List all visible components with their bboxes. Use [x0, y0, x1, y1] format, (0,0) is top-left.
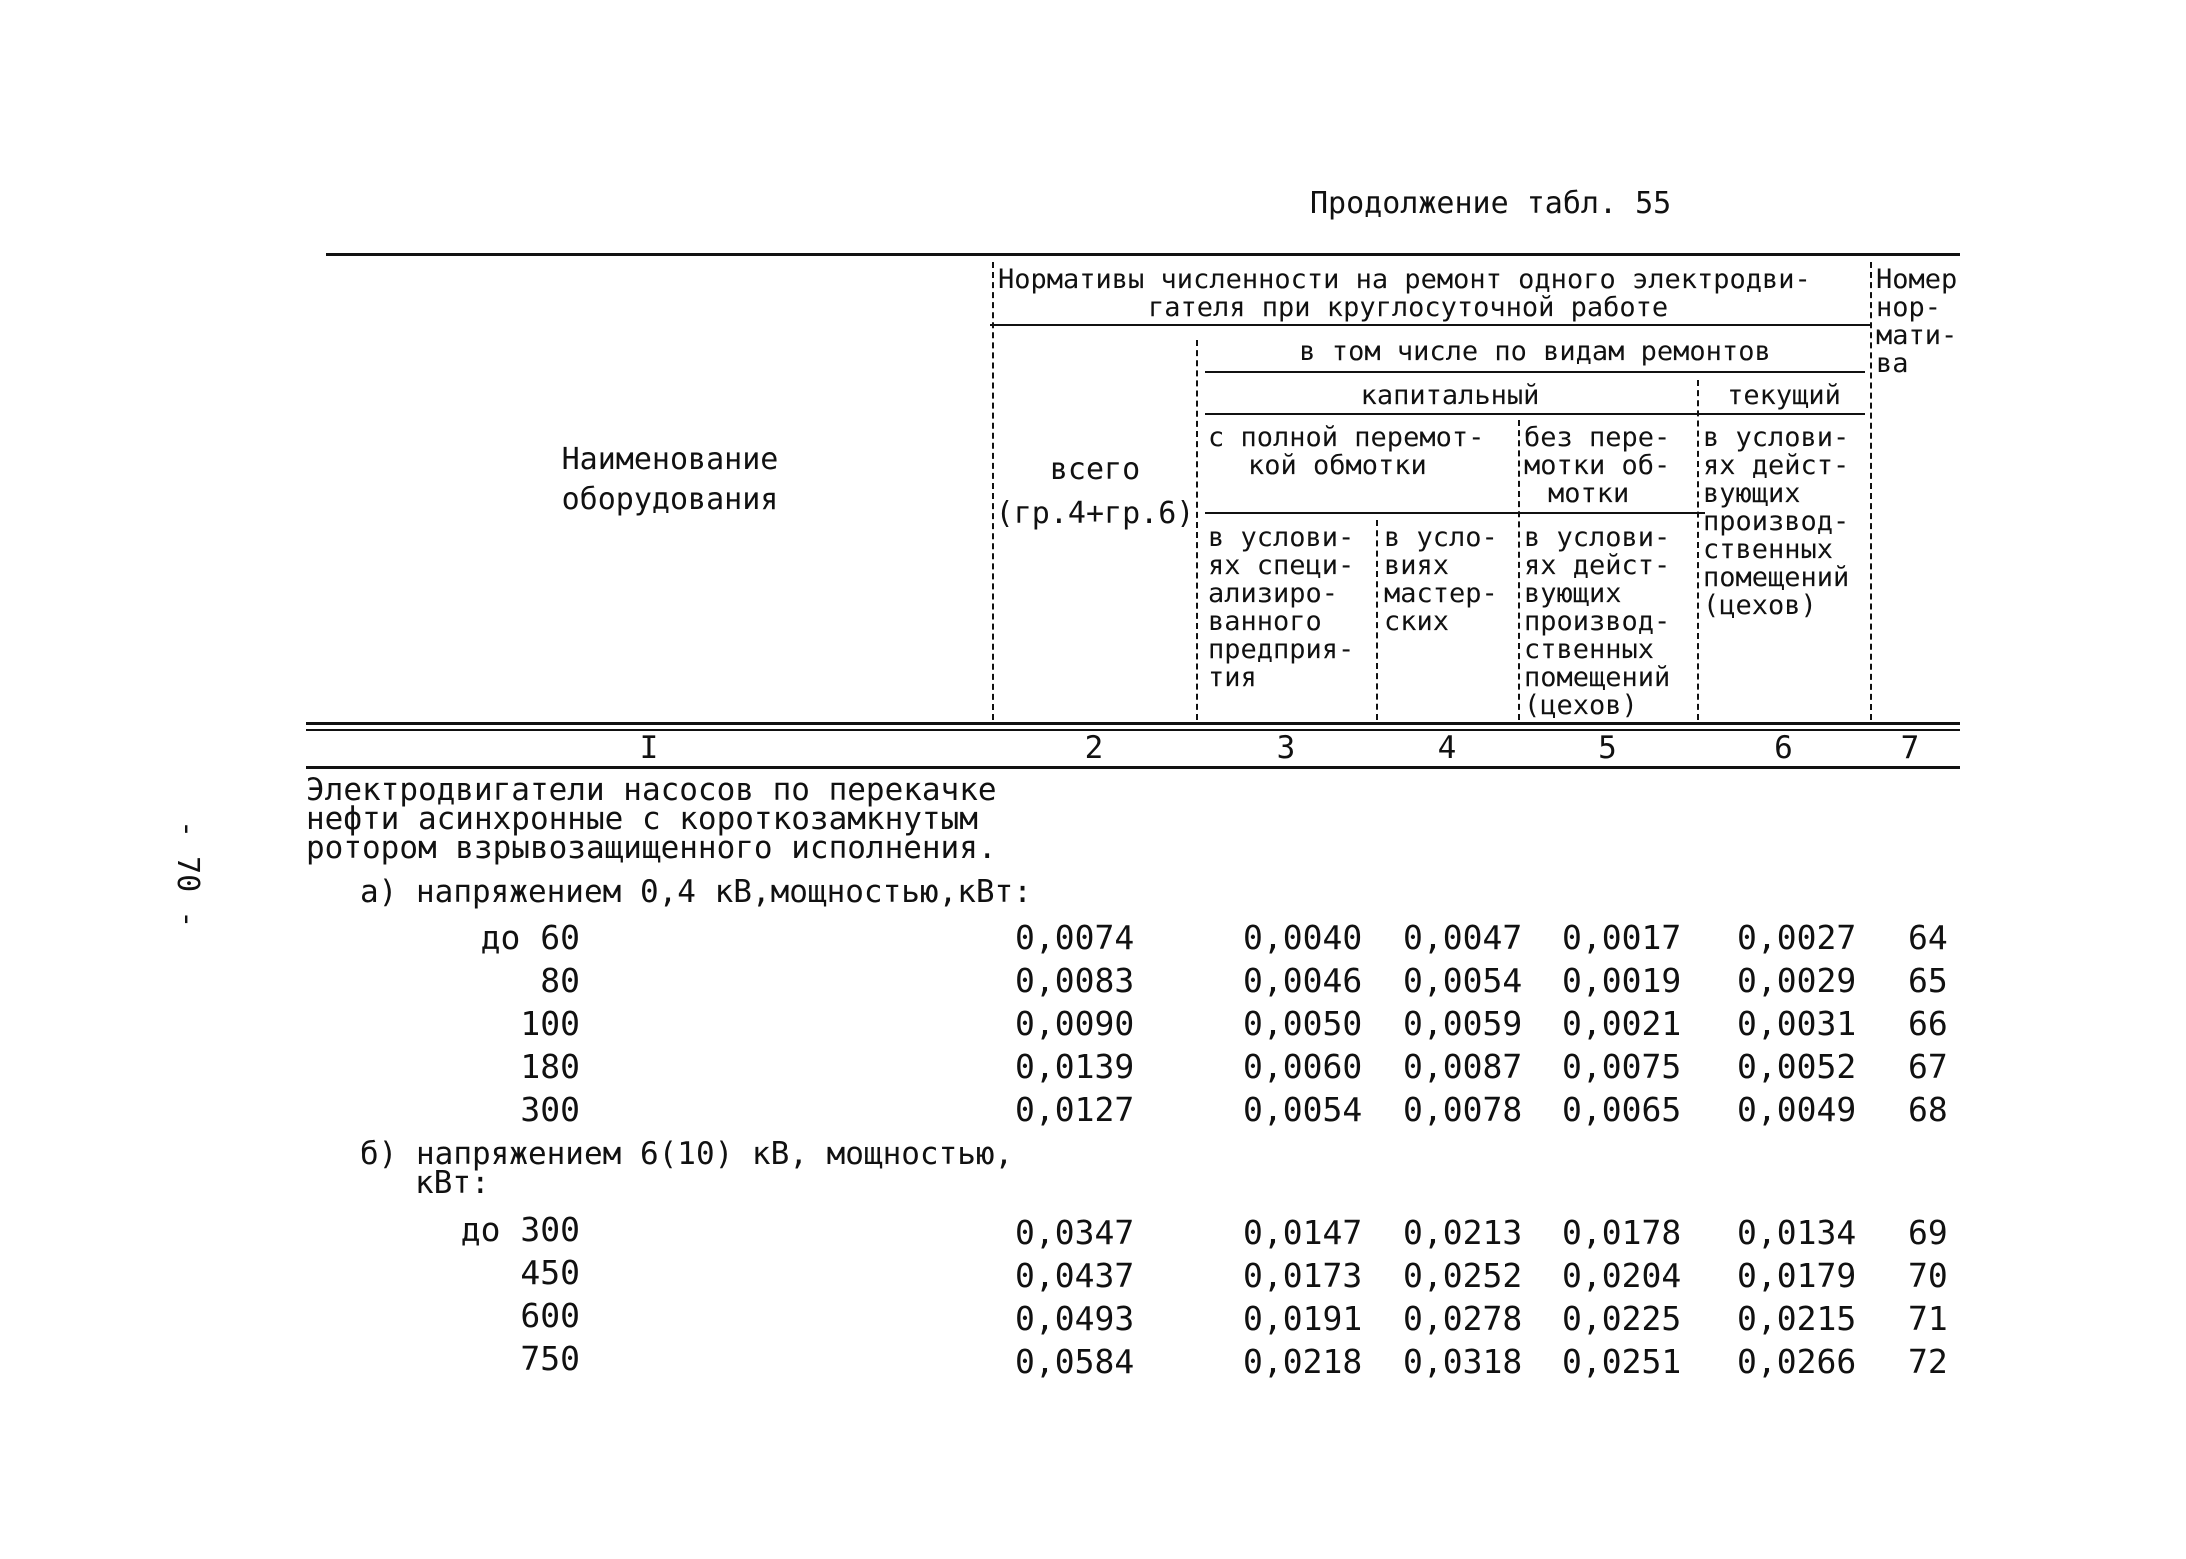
- row-power: 750: [520, 1339, 580, 1378]
- colnum-1: I: [639, 730, 659, 766]
- header-specialized: в услови- ях специ- ализиро- ванного предприя- тия: [1208, 522, 1355, 693]
- cell-col3: 0,0060: [1243, 1047, 1363, 1086]
- cell-col3: 0,0050: [1243, 1004, 1363, 1043]
- cell-col5: 0,0075: [1562, 1047, 1682, 1086]
- cell-col4: 0,0278: [1403, 1299, 1523, 1338]
- header-current: текущий: [1727, 380, 1841, 411]
- cell-total: 0,0493: [1015, 1299, 1135, 1338]
- cell-norm: 72: [1908, 1342, 1948, 1381]
- colnum-bottom-rule: [306, 766, 1960, 769]
- cell-col6: 0,0031: [1737, 1004, 1857, 1043]
- colnum-3: 3: [1276, 730, 1296, 766]
- cell-col4: 0,0087: [1403, 1047, 1523, 1086]
- cell-col5: 0,0178: [1562, 1213, 1682, 1252]
- cell-col5: 0,0021: [1562, 1004, 1682, 1043]
- header-total-col: всего (гр.4+гр.6): [995, 452, 1195, 531]
- colnum-4: 4: [1437, 730, 1457, 766]
- group-title: б) напряжением 6(10) кВ, мощностью, кВт:: [360, 1136, 1014, 1201]
- header-existing-col5: в услови- ях дейст- вующих производ- ственных помещений (цехов): [1524, 522, 1671, 721]
- cell-col6: 0,0215: [1737, 1299, 1857, 1338]
- norms-title-rule: [990, 324, 1870, 326]
- header-norm-number: Номер нор- мати- ва: [1876, 264, 1958, 379]
- kind-rule: [1205, 413, 1865, 415]
- row-power: 180: [520, 1047, 580, 1086]
- cell-norm: 64: [1908, 918, 1948, 957]
- cell-col5: 0,0065: [1562, 1090, 1682, 1129]
- cell-col3: 0,0054: [1243, 1090, 1363, 1129]
- cell-col6: 0,0027: [1737, 918, 1857, 957]
- header-norms-title: Нормативы численности на ремонт одного электродви- гателя при круглосуточной работе: [998, 264, 1811, 323]
- cell-col5: 0,0017: [1562, 918, 1682, 957]
- cell-total: 0,0584: [1015, 1342, 1135, 1381]
- header-workshops: в усло- виях мастер- ских: [1384, 522, 1498, 637]
- cell-col6: 0,0049: [1737, 1090, 1857, 1129]
- header-capital: капитальный: [1360, 380, 1540, 411]
- including-rule: [1205, 371, 1865, 373]
- row-power: до 60: [480, 918, 580, 957]
- cell-col6: 0,0266: [1737, 1342, 1857, 1381]
- cell-col3: 0,0147: [1243, 1213, 1363, 1252]
- col-sep-1: [992, 262, 994, 720]
- cell-norm: 67: [1908, 1047, 1948, 1086]
- cell-col3: 0,0218: [1243, 1342, 1363, 1381]
- cell-total: 0,0083: [1015, 961, 1135, 1000]
- cell-total: 0,0347: [1015, 1213, 1135, 1252]
- cell-col3: 0,0046: [1243, 961, 1363, 1000]
- cell-col3: 0,0040: [1243, 918, 1363, 957]
- row-power: 80: [540, 961, 580, 1000]
- page-number: - 70 -: [170, 820, 205, 929]
- cell-col6: 0,0179: [1737, 1256, 1857, 1295]
- cell-col6: 0,0029: [1737, 961, 1857, 1000]
- header-existing-col6: в услови- ях дейст- вующих производ- ственных помещений (цехов): [1703, 422, 1850, 621]
- cell-col4: 0,0318: [1403, 1342, 1523, 1381]
- cell-col5: 0,0019: [1562, 961, 1682, 1000]
- row-power: до 300: [460, 1210, 580, 1249]
- table-caption: Продолжение табл. 55: [1310, 186, 1672, 221]
- row-power: 300: [520, 1090, 580, 1129]
- cell-total: 0,0090: [1015, 1004, 1135, 1043]
- header-bottom-rule-1: [306, 722, 1960, 725]
- group-title: а) напряжением 0,4 кВ,мощностью,кВт:: [360, 874, 1032, 910]
- cell-total: 0,0127: [1015, 1090, 1135, 1129]
- colnum-6: 6: [1774, 730, 1793, 766]
- colnum-2: 2: [1084, 730, 1104, 766]
- cell-col3: 0,0191: [1243, 1299, 1363, 1338]
- col-sep-4: [1518, 420, 1520, 720]
- header-including: в том числе по видам ремонтов: [1299, 336, 1771, 367]
- cell-norm: 71: [1908, 1299, 1948, 1338]
- colnum-5: 5: [1598, 730, 1617, 766]
- row-power: 450: [520, 1253, 580, 1292]
- cell-col5: 0,0204: [1562, 1256, 1682, 1295]
- cell-total: 0,0074: [1015, 918, 1135, 957]
- cell-col4: 0,0047: [1403, 918, 1523, 957]
- col-sep-3: [1376, 520, 1378, 720]
- colnum-7: 7: [1900, 730, 1920, 766]
- cell-col5: 0,0225: [1562, 1299, 1682, 1338]
- cell-norm: 68: [1908, 1090, 1948, 1129]
- row-power: 100: [520, 1004, 580, 1043]
- cell-col6: 0,0052: [1737, 1047, 1857, 1086]
- capital-sub-rule: [1205, 512, 1705, 514]
- header-name-col: Наименование оборудования: [561, 442, 779, 517]
- cell-norm: 65: [1908, 961, 1948, 1000]
- cell-col4: 0,0054: [1403, 961, 1523, 1000]
- cell-col6: 0,0134: [1737, 1213, 1857, 1252]
- cell-total: 0,0437: [1015, 1256, 1135, 1295]
- header-full-rewind: с полной перемот- кой обмотки: [1208, 422, 1485, 481]
- cell-col4: 0,0078: [1403, 1090, 1523, 1129]
- cell-total: 0,0139: [1015, 1047, 1135, 1086]
- header-no-rewind: без пере- мотки об- мотки: [1524, 422, 1671, 509]
- cell-norm: 66: [1908, 1004, 1948, 1043]
- section-title: Электродвигатели насосов по перекачке нефти асинхронные с короткозамкнутым ротором взрывозащищенного исполнения.: [306, 772, 997, 866]
- cell-norm: 70: [1908, 1256, 1948, 1295]
- cell-norm: 69: [1908, 1213, 1948, 1252]
- col-sep-2: [1196, 340, 1198, 720]
- row-power: 600: [520, 1296, 580, 1335]
- cell-col4: 0,0213: [1403, 1213, 1523, 1252]
- cell-col4: 0,0252: [1403, 1256, 1523, 1295]
- col-sep-5: [1697, 380, 1699, 720]
- cell-col4: 0,0059: [1403, 1004, 1523, 1043]
- cell-col3: 0,0173: [1243, 1256, 1363, 1295]
- col-sep-6: [1870, 262, 1872, 720]
- cell-col5: 0,0251: [1562, 1342, 1682, 1381]
- table-top-rule: [326, 253, 1960, 256]
